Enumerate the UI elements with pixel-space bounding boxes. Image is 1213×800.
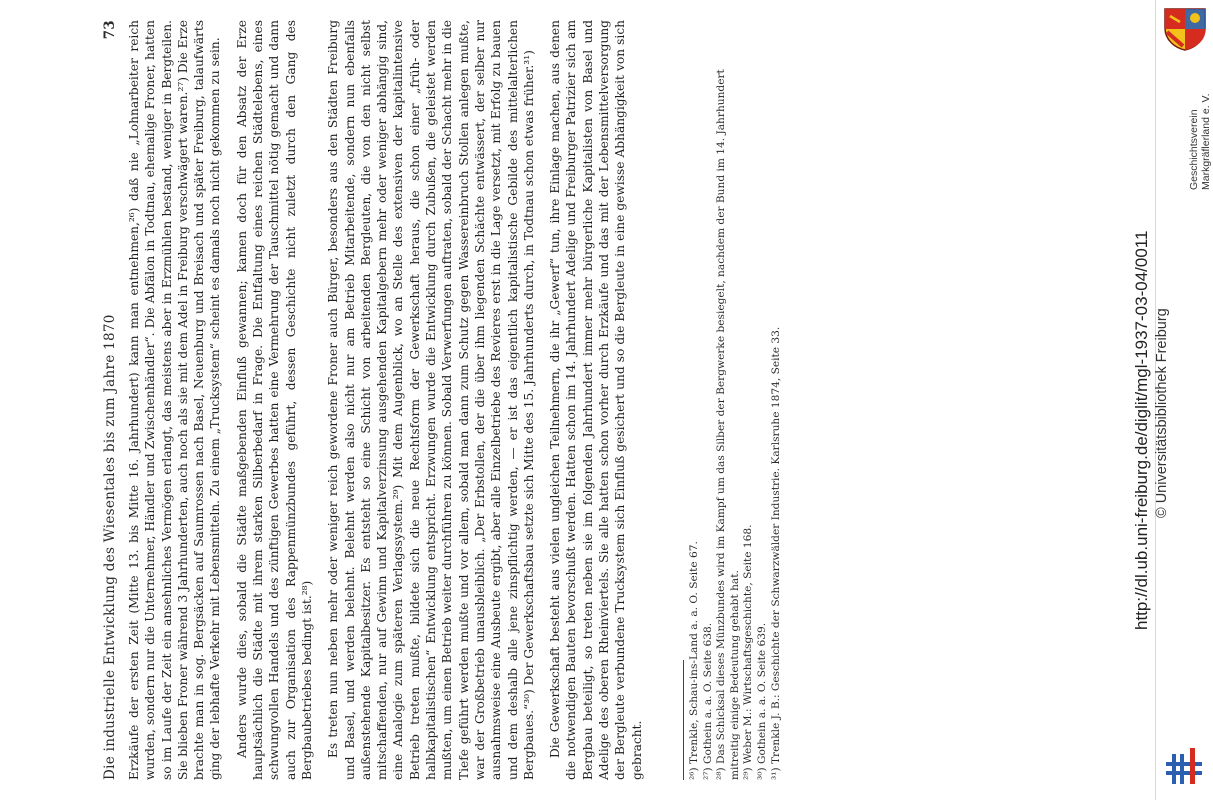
page-number: 73 [102,20,118,40]
page-content [98,10,1155,790]
footnote: ²⁹) Weber M.: Wirtschaftsgeschichte, Seite 168. [742,524,755,780]
footnote: ²⁷) Gothein a. a. O. Seite 638. [701,622,714,780]
org-name-line2: Markgräflerland e. V. [1200,93,1212,190]
running-head-title: Die industrielle Entwicklung des Wiesentales bis zum Jahre 1870 [102,314,118,780]
paragraph: Erzkäufe der ersten Zeit (Mitte 13. bis Mitte 16. Jahrhundert) kann man entnehmen,²⁶) daß nie „Lohnarbeiter reich wurden, sondern nur die Unternehmer, Händler und Zwischenhändler“. Die Abfälon in Todtnau, ehemalige Froner, hatten so im Laufe der Zeit ein ansehnliches Vermögen erlangt, das meistens aber in Erzmühlen bestand, weniger in Bergteilen. Sie blieben Froner während 3 Jahrhunderten, auch noch als sie mit dem Adel in Freiburg verschwägert waren.²⁷) Die Erze brachte man in sog. Bergsäcken auf Saumrossen nach Basel, Neuenburg und Breisach und später Freiburg, talaufwärts ging der lebhafte Verkehr mit Lebensmitteln. Zu einem „Trucksystem“ scheint es damals noch nicht gekommen zu sein. [127,20,223,780]
footnote: ³¹) Trenkle J. B.: Geschichte der Schwarzwälder Industrie. Karlsruhe 1874, Seite 33. [769,326,782,780]
copyright-notice: © Universitätsbibliothek Freiburg [1154,308,1170,518]
paragraph: Anders wurde dies, sobald die Städte maßgebenden Einfluß gewannen; kamen doch für den Absatz der Erze hauptsächlich die Städte mit ihrem starken Silberbedarf in Frage. Die Entfaltung eines reichen Städtelebens, eines schwungvollen Handels und des zünftigen Gewerbes hatten eine Vermehrung der Tauschmittel nötig gemacht und dann auch zur Organisation des Rappenmünzbundes geführt, dessen Geschichte nicht zuletzt durch den Gang des Bergbaubetriebes bedingt ist.²⁸) [234,20,314,780]
org-name-line1: Geschichtsverein [1188,109,1200,190]
digital-library-logo-icon[interactable] [1160,744,1208,792]
footnote-rule [683,660,684,780]
footnotes [683,20,783,780]
body-text [126,20,645,780]
footnote: ²⁶) Trenkle, Schau-ins-Land a. a. O. Seite 67. [688,541,700,780]
footnote: ²⁸) Das Schicksal dieses Münzbundes wird im Kampf um das Silber der Bergwerke besiegelt, nachdem der Bund im 14. Jahrhundert mitreitig einige Bedeutung gehabt hat. [715,69,741,780]
coat-of-arms-icon[interactable] [1162,6,1208,52]
paragraph: Es treten nun neben mehr oder weniger reich gewordene Froner auch Bürger, besonders aus den Städten Freiburg und Basel, und werden belehnt. Belehnt werden also nicht nur am Betrieb Mitarbeitende, sondern nun ebenfalls außenstehende Kapitalbesitzer. Es entsteht so eine Schicht von arbeitenden Bergleuten, die von den nicht selbst mitschaffenden, nur auf Gewinn und Kapitalverzinsung ausgehenden Kapitalgebern mehr oder weniger abhängig sind, eine Analogie zum späteren Verlagssystem.²⁹) Mit dem Augenblick, wo an Stelle des extensiven der kapitalintensive Betrieb treten mußte, bildete sich die neue Rechtsform der Gewerkschaft heraus, die schon einer „früh- oder halbkapitalistischen“ Entwicklung entspricht. Erzwungen wurde die Entwicklung durch Zubußen, die geleistet werden mußten, um einen Betrieb weiter durchführen zu können. Sobald Verwerfungen auftraten, sobald der Schacht mehr in die Tiefe geführt werden mußte und vor allem, sobald man dann zum Schutz gegen Wassereinbruch Stollen anlegen mußte, war der Großbetrieb unausbleiblich. „Der Erbstollen, der die über ihm liegenden Schächte entwässert, der selber nur ausnahmsweise eine Ausbeute ergibt, aber alle Einzelbetriebe des Revieres erst in die Lage versetzt, mit Erfolg zu bauen und dem deshalb alle jene zinspflichtig werden, — er ist das eigentlich kapitalistische Gebilde des mittelalterlichen Bergbaues.“³⁰) Der Gewerkschaftsbau setzte sich Mitte des 15. Jahrhunderts durch, in Todtnau schon etwas früher.³¹) [326,20,536,780]
watermark-block [1132,20,1170,780]
paragraph: Die Gewerkschaft besteht aus vielen ungleichen Teilnehmern, die ihr „Gewerf“ tun, ihre Einlage machen, aus denen die notwendigen Bauten bevorschußt werden. Hatten schon im 14. Jahrhundert Adelige und Freiburger Patrizier sich am Bergbau beteiligt, so treten neben sie im folgenden Jahrhundert immer mehr bürgerliche Kapitalisten von Basel und Adelige des oberen Rheinviertels. Sie alle hatten schon vorher durch Erzkäufe und das mit der Lebensmittelversorgung der Bergleute verbundene Trucksystem sich Einfluß gesichert und so die Bergleute in eine gewisse Abhängigkeit von sich gebracht. [548,20,644,780]
running-head [102,20,122,780]
footnote: ³⁰) Gothein a. a. O. Seite 639. [755,622,768,780]
source-url-link[interactable]: http://dl.ub.uni-freiburg.de/diglit/mgl-1937-03-04/0011 [1132,230,1151,630]
